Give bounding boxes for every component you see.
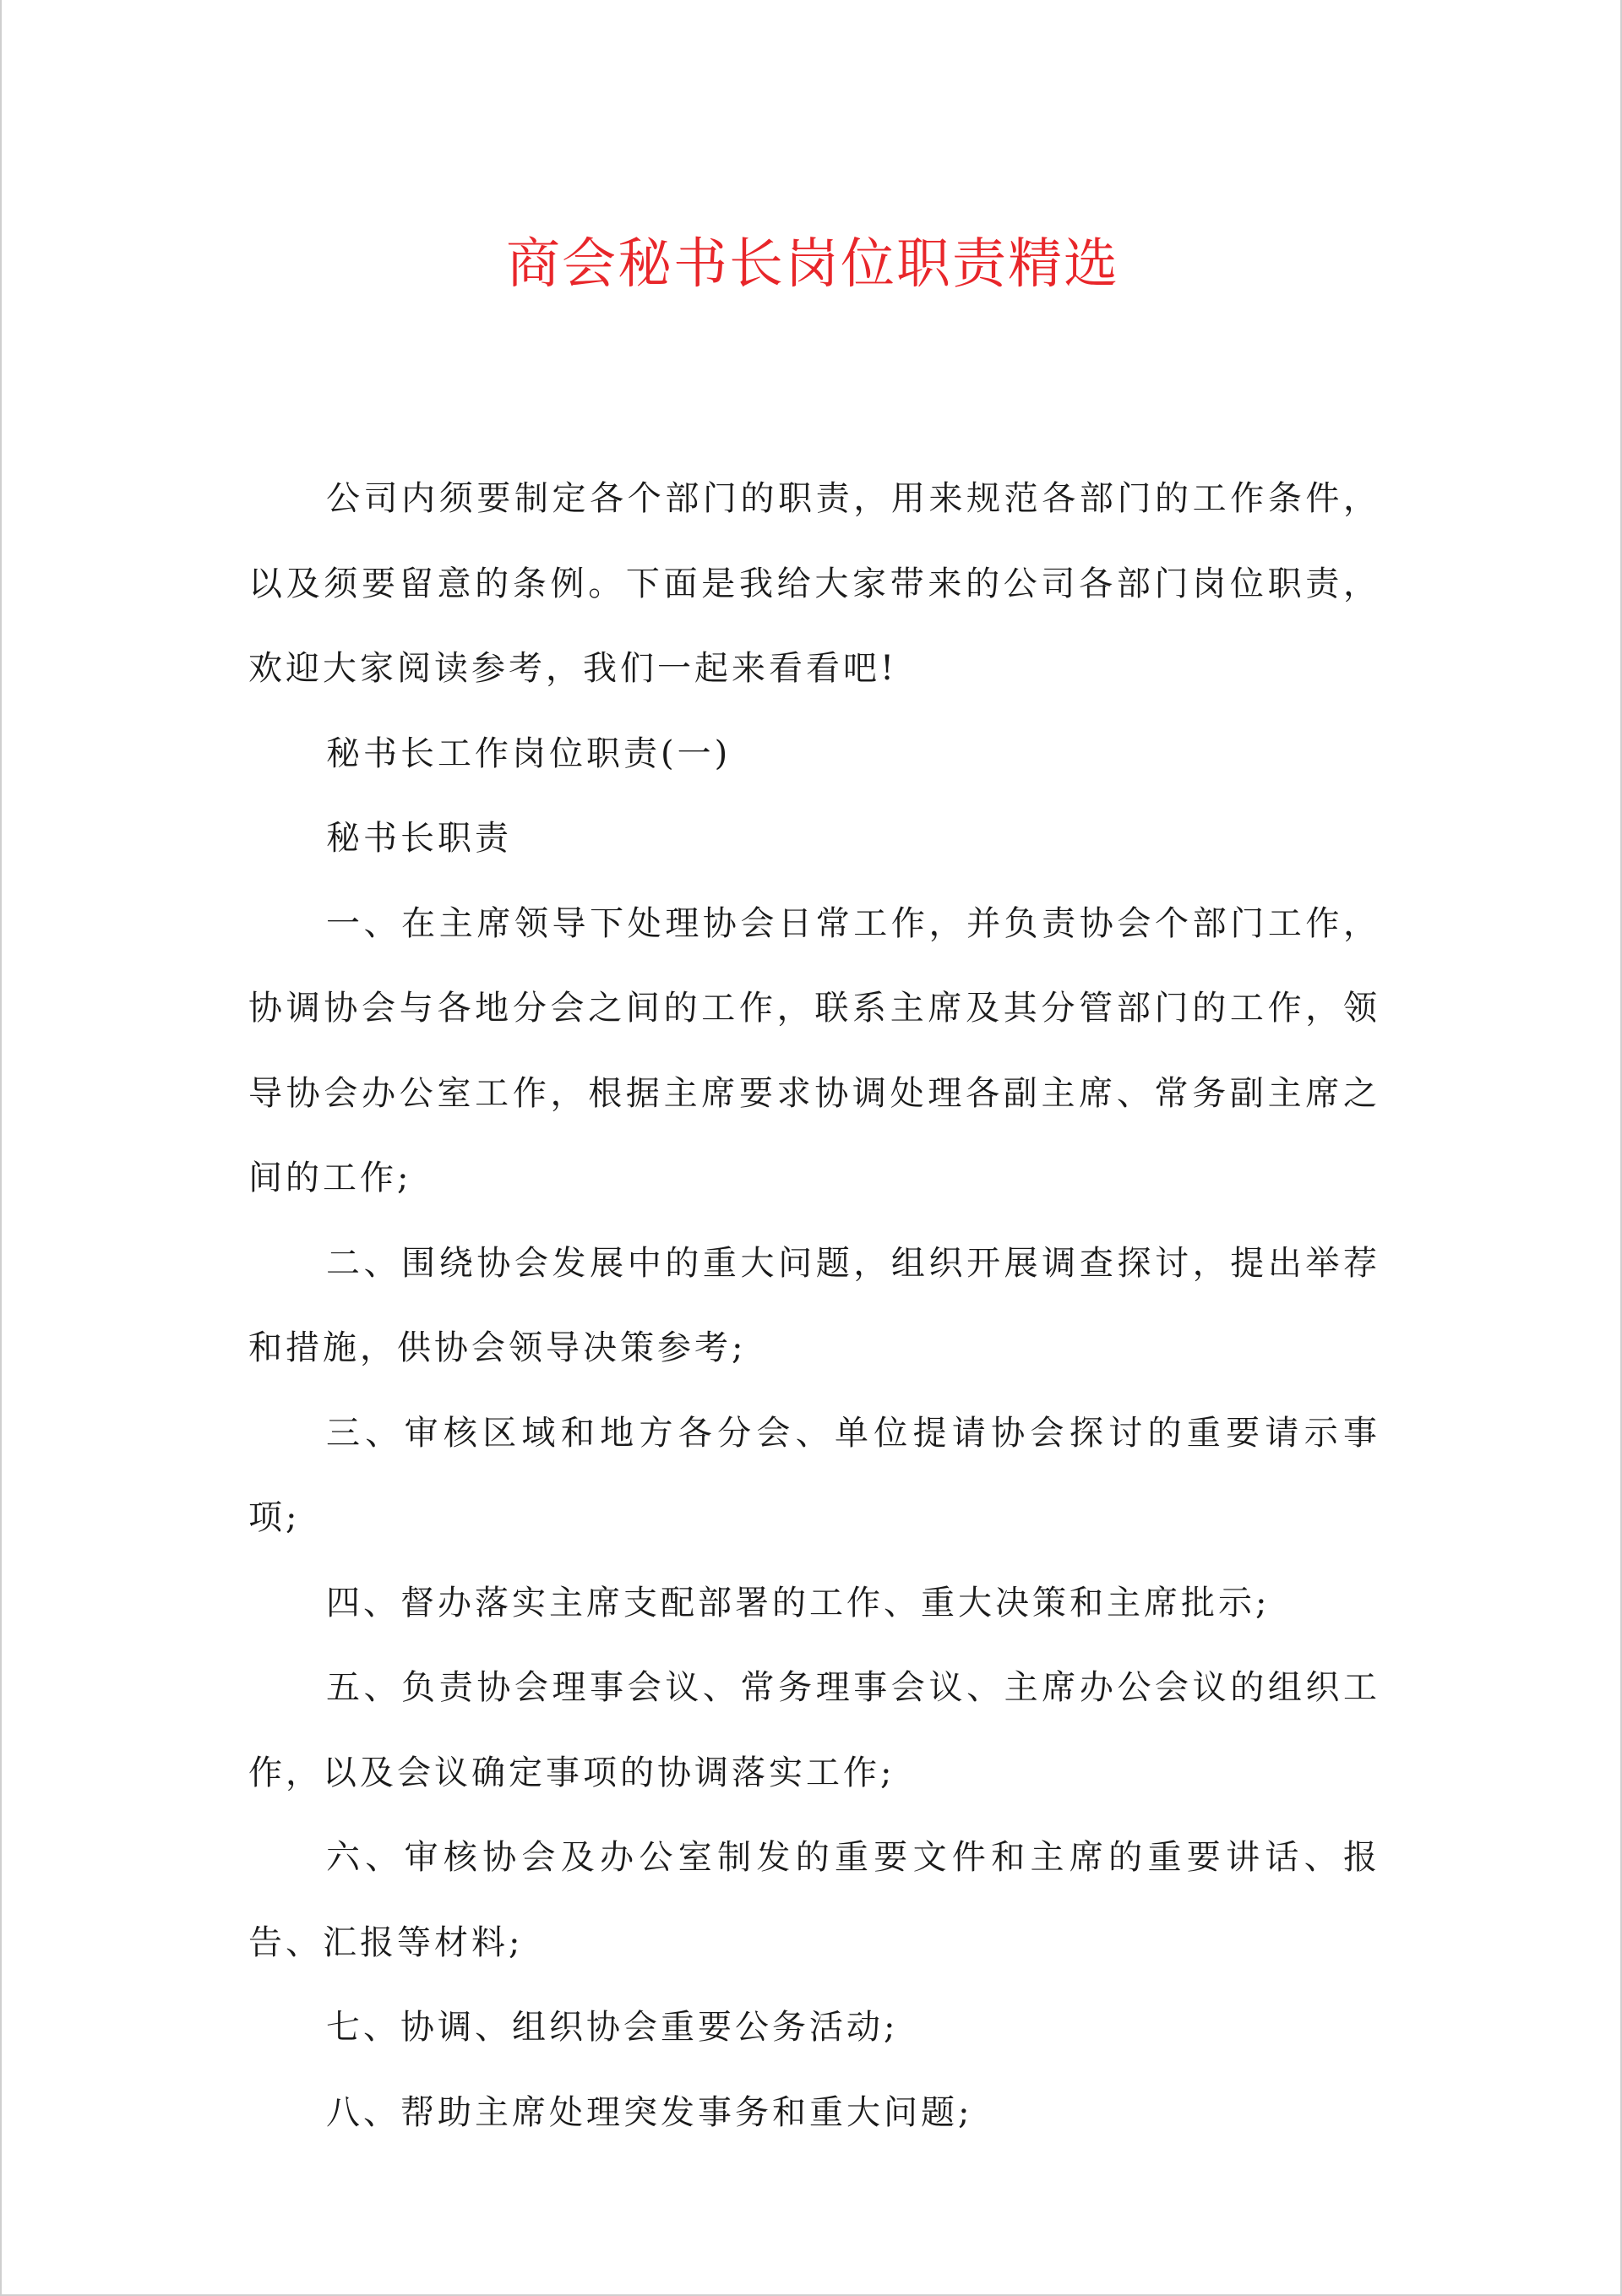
document-body — [248, 456, 1380, 2155]
subsection-heading: 秘书长职责 — [326, 819, 512, 858]
duty-item-7: 七、协调、组织协会重要公务活动; — [326, 2008, 899, 2047]
document-title: 商会秘书长岗位职责精选 — [506, 233, 1119, 296]
duty-item-8: 八、帮助主席处理突发事务和重大问题; — [326, 2092, 973, 2132]
duty-item-1: 一、在主席领导下处理协会日常工作，并负责协会个部门工作，协调协会与各地分会之间的工作，联系主席及其分管部门的工作，领导协会办公室工作，根据主席要求协调处理各副主席、常务副主席之间的工作; — [248, 903, 1380, 1197]
duty-item-4: 四、督办落实主席支配部署的工作、重大决策和主席批示; — [326, 1583, 1271, 1622]
duty-item-6: 六、审核协会及办公室制发的重要文件和主席的重要讲话、报告、汇报等材料; — [248, 1838, 1380, 1962]
section-heading: 秘书长工作岗位职责(一) — [326, 734, 732, 773]
intro-paragraph: 公司内须要制定各个部门的职责，用来规范各部门的工作条件，以及须要留意的条例。下面是我给大家带来的公司各部门岗位职责，欢迎大家阅读参考，我们一起来看看吧! — [248, 479, 1380, 688]
duty-item-3: 三、审核区域和地方各分会、单位提请协会探讨的重要请示事项; — [248, 1413, 1380, 1537]
duty-item-5: 五、负责协会理事会议、常务理事会议、主席办公会议的组织工作，以及会议确定事项的协调落实工作; — [248, 1668, 1380, 1792]
duty-item-2: 二、围绕协会发展中的重大问题，组织开展调查探讨，提出举荐和措施，供协会领导决策参考; — [248, 1243, 1380, 1367]
